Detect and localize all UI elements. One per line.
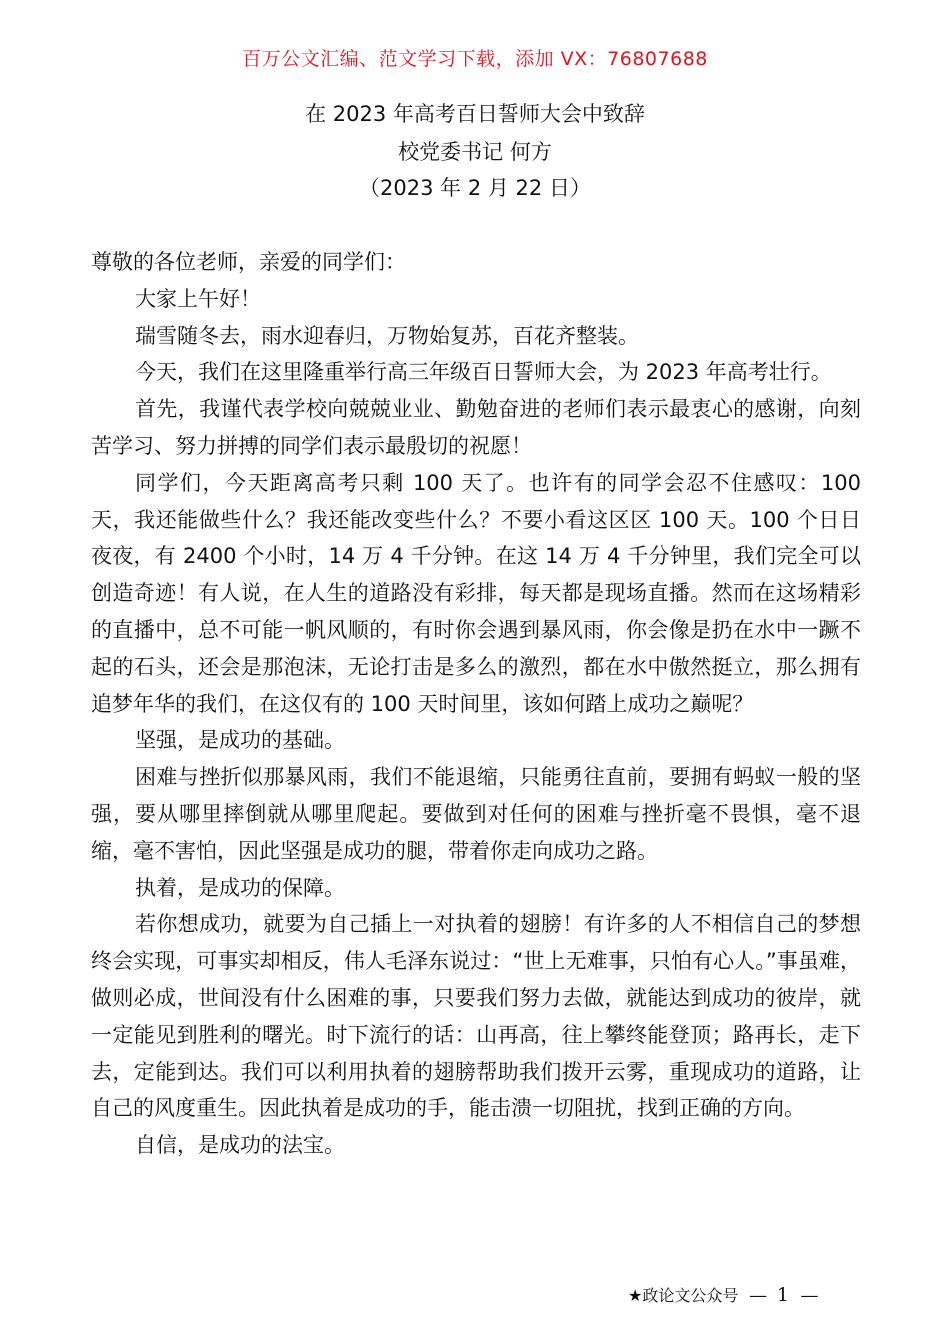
paragraph: 若你想成功，就要为自己插上一对执着的翅膀！有许多的人不相信自己的梦想终会实现，可事实却相反，伟人毛泽东说过：“世上无难事，只怕有心人。”事虽难，做则必成，世间没有什么困难的事，只要我们努力去做，就能达到成功的彼岸，就一定能见到胜利的曙光。时下流行的话：山再高，往上攀终能登顶；路再长，走下去，定能到达。我们可以利用执着的翅膀帮助我们拨开云雾，重现成功的道路，让自己的风度重生。因此执着是成功的手，能击溃一切阻扰，找到正确的方向。 bbox=[91, 912, 861, 1121]
section-heading: 执着，是成功的保障。 bbox=[135, 875, 345, 900]
promo-banner: 百万公文汇编、范文学习下载，添加 VX：76807688 bbox=[242, 48, 708, 70]
dash-divider: — bbox=[789, 1285, 819, 1306]
page-number: 1 bbox=[776, 1284, 789, 1306]
document-date: （2023 年 2 月 22 日） bbox=[359, 176, 591, 200]
salutation: 尊敬的各位老师，亲爱的同学们： bbox=[91, 250, 406, 274]
paragraph: 今天，我们在这里隆重举行高三年级百日誓师大会，为 2023 年高考壮行。 bbox=[135, 360, 832, 385]
document-author: 校党委书记 何方 bbox=[398, 140, 552, 164]
paragraph: 困难与挫折似那暴风雨，我们不能退缩，只能勇往直前，要拥有蚂蚁一般的坚强，要从哪里摔倒就从哪里爬起。要做到对任何的困难与挫折毫不畏惧，毫不退缩，毫不害怕，因此坚强是成功的腿，带着你走向成功之路。 bbox=[91, 765, 861, 863]
page-footer bbox=[628, 1283, 818, 1306]
section-heading: 坚强，是成功的基础。 bbox=[135, 728, 345, 753]
dash-divider: — bbox=[743, 1285, 773, 1306]
paragraph: 瑞雪随冬去，雨水迎春归，万物始复苏，百花齐整装。 bbox=[135, 323, 639, 348]
section-heading: 自信，是成功的法宝。 bbox=[135, 1133, 345, 1158]
paragraph: 大家上午好！ bbox=[135, 286, 261, 311]
document-body bbox=[91, 244, 861, 1164]
footer-label: ★政论文公众号 bbox=[628, 1286, 739, 1305]
paragraph: 同学们，今天距离高考只剩 100 天了。也许有的同学会忍不住感叹：100 天，我还能做些什么？我还能改变些什么？不要小看这区区 100 天。100 个日日夜夜，有 2400 个小时，14 万 4 千分钟。在这 14 万 4 千分钟里，我们完全可以创造奇迹！有人说，在人生的道路没有彩排，每天都是现场直播。然而在这场精彩的直播中，总不可能一帆风顺的，有时你会遇到暴风雨，你会像是扔在水中一蹶不起的石头，还会是那泡沫，无论打击是多么的激烈，都在水中傲然挺立，那么拥有追梦年华的我们，在这仅有的 100 天时间里，该如何踏上成功之巅呢？ bbox=[91, 470, 861, 716]
paragraph: 首先，我谨代表学校向兢兢业业、勤勉奋进的老师们表示最衷心的感谢，向刻苦学习、努力拼搏的同学们表示最殷切的祝愿！ bbox=[91, 397, 861, 458]
document-title: 在 2023 年高考百日誓师大会中致辞 bbox=[305, 102, 645, 126]
